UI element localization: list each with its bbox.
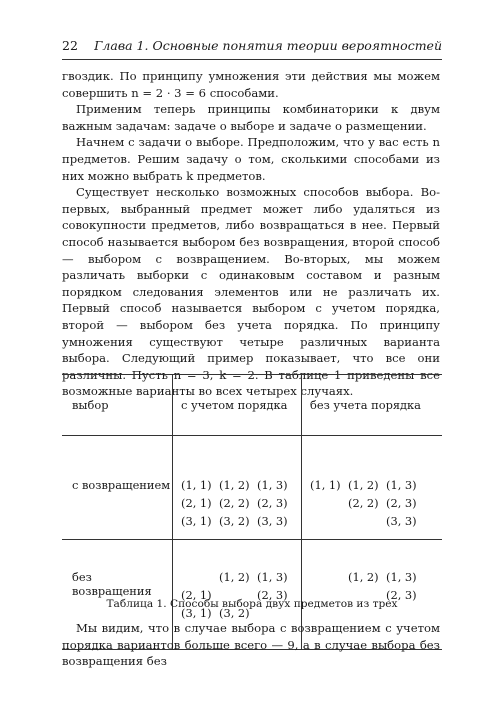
paragraph: Применим теперь принципы комбинаторики к двум важным задачам: задаче о выборе и задаче о размещении. xyxy=(62,102,440,133)
pair-cell: (1, 1) xyxy=(310,478,341,492)
pair-cell: (1, 2) xyxy=(219,570,250,584)
column-header: выбор xyxy=(62,375,173,436)
pair-cell: (1, 3) xyxy=(386,570,417,584)
pairs-grid xyxy=(181,570,301,620)
pair-cell: (1, 3) xyxy=(386,478,417,492)
pair-cell: (1, 1) xyxy=(181,478,212,492)
pair-cell: (3, 3) xyxy=(386,514,417,528)
table-caption: Таблица 1. Способы выбора двух предметов из трех xyxy=(106,598,398,610)
pair-cell: (1, 2) xyxy=(348,478,379,492)
pair-cell: (2, 2) xyxy=(348,496,379,510)
pair-cell: (2, 1) xyxy=(181,588,212,602)
page-number: 22 xyxy=(62,38,78,53)
paragraph: Существует несколько возможных способов выбора. Во-первых, выбранный предмет может либо удаляться из совокупности предметов, либо возвращаться в нее. Первый способ называется выбором без возвращения, второй способ — выбором с возвращением. Во-вторых, мы можем различать выборки с одинаковым составом и разным порядком следования элементов или не различать их. Первый способ называется выбором с учетом порядка, второй — выбором без учета порядка. По принципу умножения существуют четыре различных варианта выбора. Следующий пример показывает, что все они различны. Пусть n = 3, k = 2. В таблице 1 приведены все возможные варианты во всех четырех случаях. xyxy=(62,185,440,399)
pairs-grid xyxy=(310,478,442,528)
body-text-continued xyxy=(62,620,440,670)
body-text xyxy=(62,68,440,400)
pair-cell: (1, 3) xyxy=(257,478,288,492)
row-label: без возвращения xyxy=(62,540,173,650)
pair-cell: (1, 2) xyxy=(348,570,379,584)
pairs-grid xyxy=(181,478,301,528)
table-header-row xyxy=(62,375,442,436)
pair-cell: (2, 2) xyxy=(219,496,250,510)
pair-cell: (3, 2) xyxy=(219,606,250,620)
pair-cell: (1, 2) xyxy=(219,478,250,492)
column-header: без учета порядка xyxy=(302,375,443,436)
pair-cell: (2, 1) xyxy=(181,496,212,510)
header-rule xyxy=(62,59,442,60)
pair-cell: (2, 3) xyxy=(386,588,417,602)
pair-cell xyxy=(310,496,348,510)
pair-cell: (1, 3) xyxy=(257,570,288,584)
pair-cell xyxy=(310,514,348,528)
pair-cell: (3, 2) xyxy=(219,514,250,528)
pair-cell: (2, 3) xyxy=(386,496,417,510)
pair-cell: (2, 3) xyxy=(257,588,288,602)
running-title: Глава 1. Основные понятия теории вероятностей xyxy=(94,38,442,53)
pair-cell: (3, 1) xyxy=(181,606,212,620)
pair-cell xyxy=(348,514,386,528)
paragraph: Начнем с задачи о выборе. Предположим, что у вас есть n предметов. Решим задачу о том, сколькими способами из них можно выбрать k предметов. xyxy=(62,135,440,183)
pair-cell xyxy=(310,570,348,584)
row-label: с возвращением xyxy=(62,436,173,540)
pair-cell xyxy=(181,570,219,584)
column-header: с учетом порядка xyxy=(173,375,302,436)
pair-cell: (3, 3) xyxy=(257,514,288,528)
pair-cell: (3, 1) xyxy=(181,514,212,528)
table-row-with-return xyxy=(62,436,442,540)
paragraph: Мы видим, что в случае выбора с возвращением с учетом порядка вариантов больше всего — 9, а в случае выбора без возвращения без xyxy=(62,621,440,669)
pair-cell: (2, 3) xyxy=(257,496,288,510)
paragraph: гвоздик. По принципу умножения эти действия мы можем совершить n = 2 · 3 = 6 способами. xyxy=(62,69,440,100)
